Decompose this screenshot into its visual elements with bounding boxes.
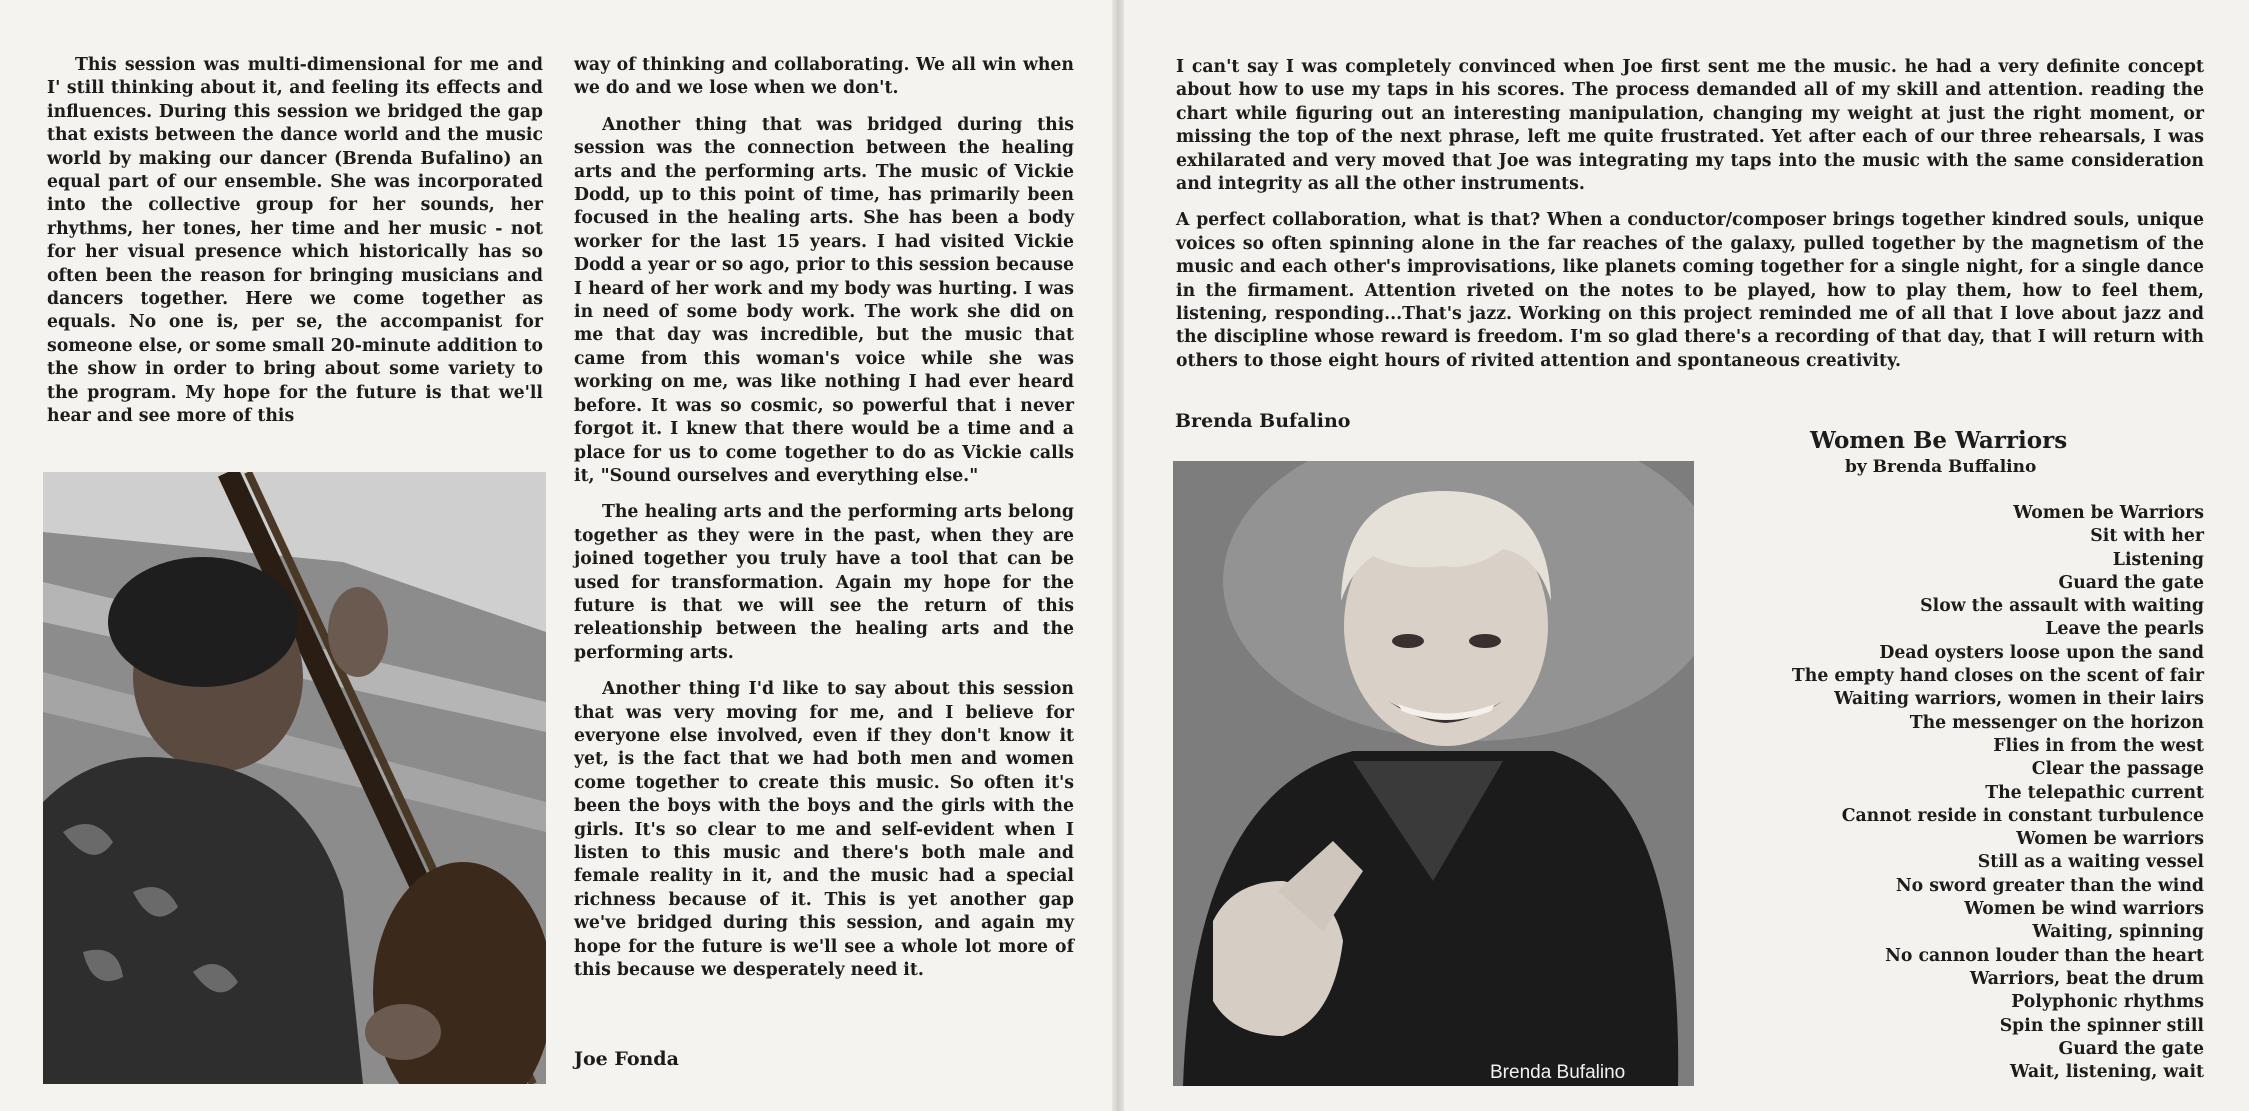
- brenda-photo: [1173, 461, 1694, 1086]
- poem-line: No cannon louder than the heart: [1885, 945, 2204, 966]
- poem-line: Spin the spinner still: [1999, 1015, 2204, 1036]
- poem-line: Leave the pearls: [2045, 619, 2204, 640]
- poem-byline: by Brenda Buffalino: [1845, 457, 2037, 477]
- poem-line: Listening: [2112, 549, 2204, 570]
- paragraph: This session was multi-dimensional for me and I' still thinking about it, and feeling its effects and influences. During this session we bridged the gap that exists between the dance world and the music world by making our dancer (Brenda Bufalino) an equal part of our ensemble. She was incorporated into the collective group for her sounds, her rhythms, her tones, her time and her music - not for her visual presence which historically has so often been the reason for bringing musicians and dancers together. Here we come together as equals. No one is, per se, the accompanist for someone else, or some small 20-minute addition to the show in order to bring about some variety to the program. My hope for the future is that we'll hear and see more of this: [47, 55, 543, 427]
- poem-line: Waiting warriors, women in their lairs: [1834, 689, 2204, 710]
- poem-line: Flies in from the west: [1993, 735, 2204, 756]
- paragraph: Another thing I'd like to say about this session that was very moving for me, and I believe for everyone else involved, even if they don't know it yet, is the fact that we had both men and women come together to create this music. So often it's been the boys with the boys and the girls with the girls. It's so clear to me and self-evident when I listen to this music and there's both male and female reality in it, and the music had a special richness because of it. This is yet another gap we've bridged during this session, and again my hope for the future is we'll see a whole lot more of this because we desperately need it.: [574, 679, 1074, 981]
- poem-line: The telepathic current: [1985, 782, 2204, 803]
- photo-caption: Brenda Bufalino: [1490, 1062, 1626, 1083]
- poem-line: Dead oysters loose upon the sand: [1879, 642, 2204, 663]
- poem-line: Wait, listening, wait: [2010, 1062, 2204, 1083]
- left-column-1: [47, 54, 543, 442]
- poem-line: Women be Warriors: [2013, 503, 2204, 523]
- left-page: [0, 0, 1118, 1111]
- poem-line: The empty hand closes on the scent of fair: [1791, 666, 2204, 687]
- brenda-illustration: [1173, 461, 1694, 1086]
- poem-line: Waiting, spinning: [2032, 922, 2204, 943]
- poem-line: No sword greater than the wind: [1895, 875, 2204, 896]
- poem: [1684, 502, 2204, 1084]
- paragraph: Another thing that was bridged during this session was the connection between the healing arts and the performing arts. The music of Vickie Dodd, up to this point of time, has primarily been focused in the healing arts. She has been a body worker for the last 15 years. I had visited Vickie Dodd a year or so ago, prior to this session because I heard of her work and my body was hurting. I was in need of some body work. The work she did on me that day was incredible, but the music that came from this woman's voice while she was working on me, was like nothing I had ever heard before. It was so cosmic, so powerful that i never forgot it. I knew that there would be a time and a place for us to come together to do as Vickie calls it, "Sound ourselves and everything else.": [574, 114, 1074, 486]
- poem-line: Guard the gate: [2058, 1038, 2204, 1059]
- poem-line: Sit with her: [2090, 526, 2204, 547]
- paragraph: A perfect collaboration, what is that? When a conductor/composer brings together kindred souls, unique voices so often spinning alone in the far reaches of the galaxy, pulled together by the magnetism of the music and each other's improvisations, like planets coming together for a single night, for a single dance in the firmament. Attention riveted on the notes to be played, how to play them, how to feel them, listening, responding...That's jazz. Working on this project reminded me of all that I love about jazz and the discipline whose reward is freedom. I'm so glad there's a recording of that day, that I will return with others to those eight hours of rivited attention and spontaneous creativity.: [1176, 210, 2204, 371]
- signature-joe-fonda: Joe Fonda: [574, 1048, 679, 1070]
- paragraph: The healing arts and the performing arts belong together as they were in the past, when they are joined together you truly have a tool that can be used for transformation. Again my hope for the future is that we will see the return of this releationship between the healing arts and the performing arts.: [574, 502, 1074, 663]
- left-column-2: [574, 54, 1074, 995]
- poem-line: The messenger on the horizon: [1909, 712, 2204, 733]
- poem-line: Guard the gate: [2058, 572, 2204, 593]
- poem-line: Warriors, beat the drum: [1969, 968, 2204, 989]
- right-prose: [1176, 56, 2204, 386]
- poem-line: Women be wind warriors: [1964, 899, 2204, 920]
- poem-line: Polyphonic rhythms: [2011, 992, 2204, 1013]
- poem-line: Cannot reside in constant turbulence: [1841, 805, 2204, 826]
- signature-brenda-bufalino: Brenda Bufalino: [1175, 410, 1351, 432]
- poem-line: Women be warriors: [2016, 829, 2204, 850]
- poem-line: Still as a waiting vessel: [1977, 852, 2204, 873]
- paragraph: I can't say I was completely convinced when Joe first sent me the music. he had a very definite concept about how to use my taps in his scores. The process demanded all of my skill and attention. reading the chart while figuring out an interesting manipulation, changing my weight at just the right moment, or missing the top of the next phrase, left me quite frustrated. Yet after each of our three rehearsals, I was exhilarated and very moved that Joe was integrating my taps into the music with the same consideration and integrity as all the other instruments.: [1176, 57, 2204, 195]
- bassist-photo: [43, 472, 546, 1084]
- bassist-illustration: [43, 472, 546, 1084]
- poem-title: Women Be Warriors: [1810, 427, 2068, 454]
- poem-line: Clear the passage: [2031, 759, 2204, 780]
- paragraph: way of thinking and collaborating. We all win when we do and we lose when we don't.: [574, 55, 1074, 99]
- poem-line: Slow the assault with waiting: [1920, 596, 2204, 617]
